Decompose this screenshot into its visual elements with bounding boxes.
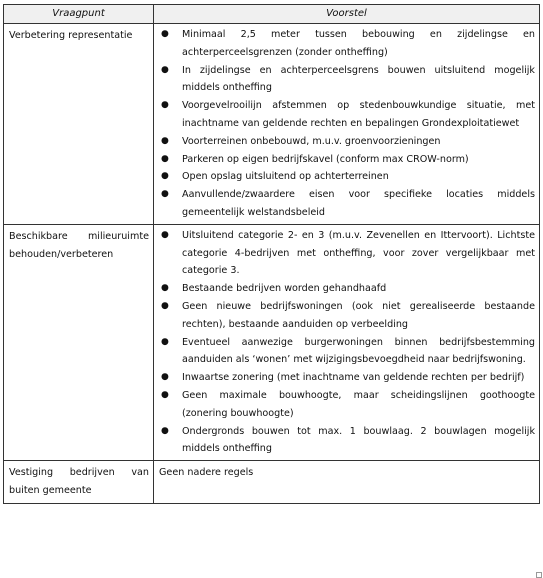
- bullet-icon: ●: [161, 300, 169, 311]
- list-item: [154, 369, 535, 387]
- bullet-icon: ●: [161, 372, 169, 383]
- row-label: Verbetering representatie: [9, 30, 133, 41]
- row-label: Beschikbare milieuruimte behouden/verbeteren: [9, 230, 149, 260]
- list-item: [154, 423, 535, 459]
- list-item: [154, 151, 535, 169]
- list-item-text: Open opslag uitsluitend op achterterreinen: [182, 171, 389, 183]
- table-header-row: [4, 5, 540, 24]
- list-item: [154, 387, 535, 423]
- list-item-text: Parkeren op eigen bedrijfskavel (conform max CROW-norm): [182, 153, 469, 165]
- proposal-table: [3, 4, 540, 504]
- table-row: [4, 461, 540, 504]
- row-label-cell: [4, 461, 154, 504]
- list-item: [154, 26, 535, 62]
- row-content-cell: [154, 24, 540, 225]
- list-item-text: Ondergronds bouwen tot max. 1 bouwlaag. 2 bouwlagen mogelijk middels ontheffing: [182, 425, 535, 455]
- header-vraagpunt: Vraagpunt: [4, 5, 154, 24]
- list-item: [154, 97, 535, 133]
- row-label: Vestiging bedrijven van buiten gemeente: [9, 467, 149, 497]
- header-voorstel: Voorstel: [154, 5, 540, 24]
- row-text: Geen nadere regels: [159, 467, 254, 479]
- bullet-icon: ●: [161, 153, 169, 164]
- bullet-icon: ●: [161, 171, 169, 182]
- row-label-cell: [4, 24, 154, 225]
- list-item-text: Inwaartse zonering (met inachtname van geldende rechten per bedrijf): [182, 372, 525, 384]
- page-corner-marker: [536, 572, 542, 578]
- row-content-cell: [154, 461, 540, 504]
- list-item: [154, 186, 535, 222]
- list-item-text: Uitsluitend categorie 2- en 3 (m.u.v. Zevenellen en Ittervoort). Lichtste categorie 4-bedrijven met ontheffing, voor zover vergelijkbaar met categorie 3.: [182, 229, 535, 277]
- row-label-cell: [4, 224, 154, 460]
- list-item: [154, 227, 535, 280]
- bullet-icon: ●: [161, 229, 169, 240]
- bullet-icon: ●: [161, 100, 169, 111]
- list-item: [154, 168, 535, 186]
- bullet-icon: ●: [161, 425, 169, 436]
- bullet-list: [154, 225, 539, 460]
- bullet-icon: ●: [161, 135, 169, 146]
- bullet-icon: ●: [161, 283, 169, 294]
- table-row: [4, 24, 540, 225]
- table-row: [4, 224, 540, 460]
- list-item-text: Minimaal 2,5 meter tussen bebouwing en zijdelingse en achterperceelsgrenzen (zonder ontheffing): [182, 29, 535, 58]
- list-item-text: In zijdelingse en achterperceelsgrens bouwen uitsluitend mogelijk middels ontheffing: [182, 64, 535, 94]
- list-item-text: Aanvullende/zwaardere eisen voor specifieke locaties middels gemeentelijk welstandsbeleid: [182, 189, 535, 218]
- list-item-text: Voorterreinen onbebouwd, m.u.v. groenvoorzieningen: [182, 135, 441, 147]
- list-item-text: Geen maximale bouwhoogte, maar scheidingslijnen goothoogte (zonering bouwhoogte): [182, 389, 535, 419]
- list-item-text: Bestaande bedrijven worden gehandhaafd: [182, 283, 387, 295]
- bullet-icon: ●: [161, 336, 169, 347]
- list-item-text: Eventueel aanwezige burgerwoningen binnen bedrijfsbestemming aanduiden als ‘wonen’ met wijzigingsbevoegdheid naar bedrijfswoning.: [182, 336, 535, 366]
- bullet-icon: ●: [161, 64, 169, 75]
- bullet-icon: ●: [161, 189, 169, 200]
- list-item: [154, 280, 535, 298]
- list-item: [154, 133, 535, 151]
- bullet-icon: ●: [161, 29, 169, 39]
- row-content-cell: [154, 224, 540, 460]
- bullet-list: [154, 24, 539, 224]
- list-item-text: Voorgevelrooilijn afstemmen op stedenbouwkundige situatie, met inachtname van geldende rechten en bepalingen Grondexploitatiewet: [182, 100, 535, 129]
- bullet-icon: ●: [161, 389, 169, 400]
- list-item-text: Geen nieuwe bedrijfswoningen (ook niet gerealiseerde bestaande rechten), bestaande aanduiden op verbeelding: [182, 300, 535, 330]
- list-item: [154, 62, 535, 98]
- list-item: [154, 334, 535, 370]
- list-item: [154, 298, 535, 334]
